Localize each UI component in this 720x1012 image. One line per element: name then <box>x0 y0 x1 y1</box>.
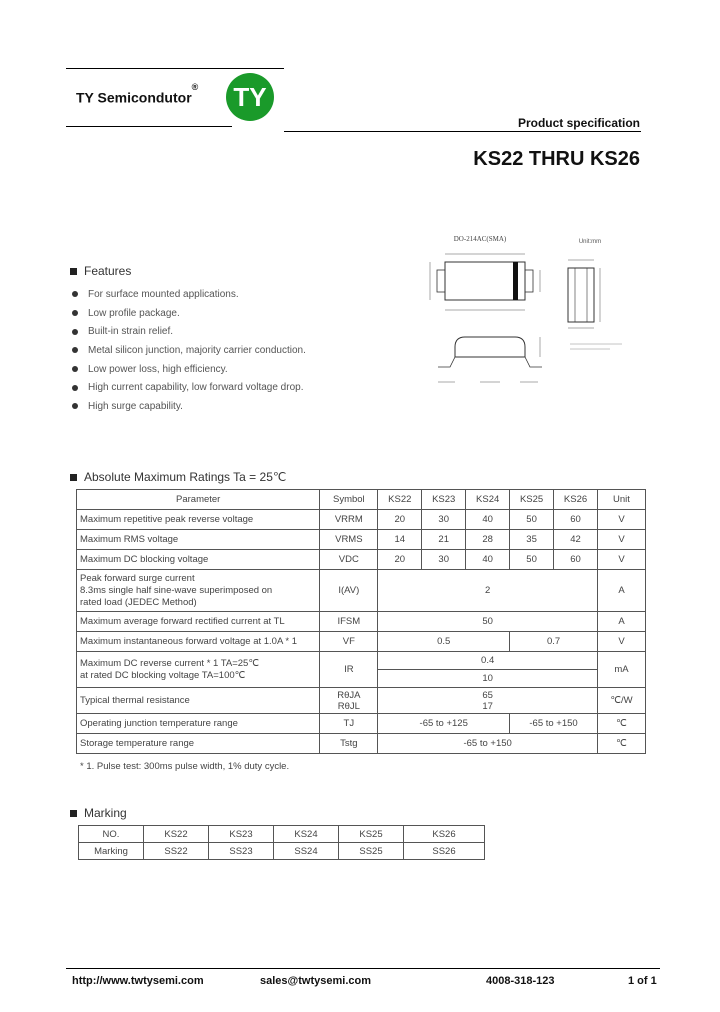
package-outline-diagram <box>410 232 650 402</box>
table-row: Operating junction temperature range TJ -65 to +125 -65 to +150 ℃ <box>77 714 646 734</box>
table-row: Storage temperature range Tstg -65 to +150 ℃ <box>77 734 646 754</box>
footer-rule <box>66 968 660 969</box>
table-header-row: Parameter Symbol KS22 KS23 KS24 KS25 KS26 Unit <box>77 490 646 510</box>
marking-heading: Marking <box>70 806 127 820</box>
table-row: Maximum DC blocking voltage VDC 20 30 40 50 60 V <box>77 550 646 570</box>
table-row: NO. KS22 KS23 KS24 KS25 KS26 <box>79 826 485 843</box>
bullet-dot-icon <box>72 291 78 297</box>
list-item: Low profile package. <box>72 304 306 323</box>
bullet-square-icon <box>70 268 77 275</box>
footer-website[interactable]: http://www.twtysemi.com <box>72 975 204 987</box>
bullet-dot-icon <box>72 347 78 353</box>
footer-page-number: 1 of 1 <box>628 975 657 987</box>
doc-type: Product specification <box>517 116 640 130</box>
header-top-rule <box>66 68 284 69</box>
table-row: Peak forward surge current 8.3ms single half sine-wave superimposed on rated load (JEDEC Method) I(AV) 2 A <box>77 570 646 612</box>
features-list <box>72 285 306 416</box>
svg-text:Unit:mm: Unit:mm <box>578 239 602 245</box>
company-logo: TY <box>226 73 274 121</box>
list-item: Built-in strain relief. <box>72 322 306 341</box>
table-row: Maximum RMS voltage VRMS 14 21 28 35 42 V <box>77 530 646 550</box>
bullet-dot-icon <box>72 385 78 391</box>
footer-email[interactable]: sales@twtysemi.com <box>260 975 371 987</box>
features-heading: Features <box>70 264 131 278</box>
footer-phone: 4008-318-123 <box>486 975 555 987</box>
company-name: TY Semicondutor® <box>76 82 199 106</box>
spec-rule <box>284 131 641 132</box>
table-row: 10 <box>77 670 646 688</box>
list-item: High current capability, low forward voltage drop. <box>72 378 306 397</box>
table-row: Maximum average forward rectified current at TL IFSM 50 A <box>77 612 646 632</box>
bullet-dot-icon <box>72 403 78 409</box>
list-item: Low power loss, high efficiency. <box>72 360 306 379</box>
header-bottom-rule <box>66 126 232 127</box>
page-title: KS22 THRU KS26 <box>473 148 640 170</box>
list-item: Metal silicon junction, majority carrier conduction. <box>72 341 306 360</box>
table-row: Typical thermal resistance RθJA RθJL 65 17 ℃/W <box>77 688 646 714</box>
table-row: Maximum repetitive peak reverse voltage VRRM 20 30 40 50 60 V <box>77 510 646 530</box>
bullet-square-icon <box>70 474 77 481</box>
ratings-table <box>76 489 646 754</box>
bullet-dot-icon <box>72 329 78 335</box>
table-row: Maximum DC reverse current * 1 TA=25℃ at rated DC blocking voltage TA=100℃ IR 0.4 mA <box>77 652 646 670</box>
list-item: For surface mounted applications. <box>72 285 306 304</box>
svg-text:DO-214AC(SMA): DO-214AC(SMA) <box>453 235 507 243</box>
table-row: Maximum instantaneous forward voltage at 1.0A * 1 VF 0.5 0.7 V <box>77 632 646 652</box>
table-row: Marking SS22 SS23 SS24 SS25 SS26 <box>79 843 485 860</box>
list-item: High surge capability. <box>72 397 306 416</box>
bullet-square-icon <box>70 810 77 817</box>
marking-table <box>78 825 485 860</box>
pulse-test-note: * 1. Pulse test: 300ms pulse width, 1% duty cycle. <box>80 761 290 772</box>
ratings-heading: Absolute Maximum Ratings Ta = 25℃ <box>70 470 286 484</box>
bullet-dot-icon <box>72 310 78 316</box>
bullet-dot-icon <box>72 366 78 372</box>
